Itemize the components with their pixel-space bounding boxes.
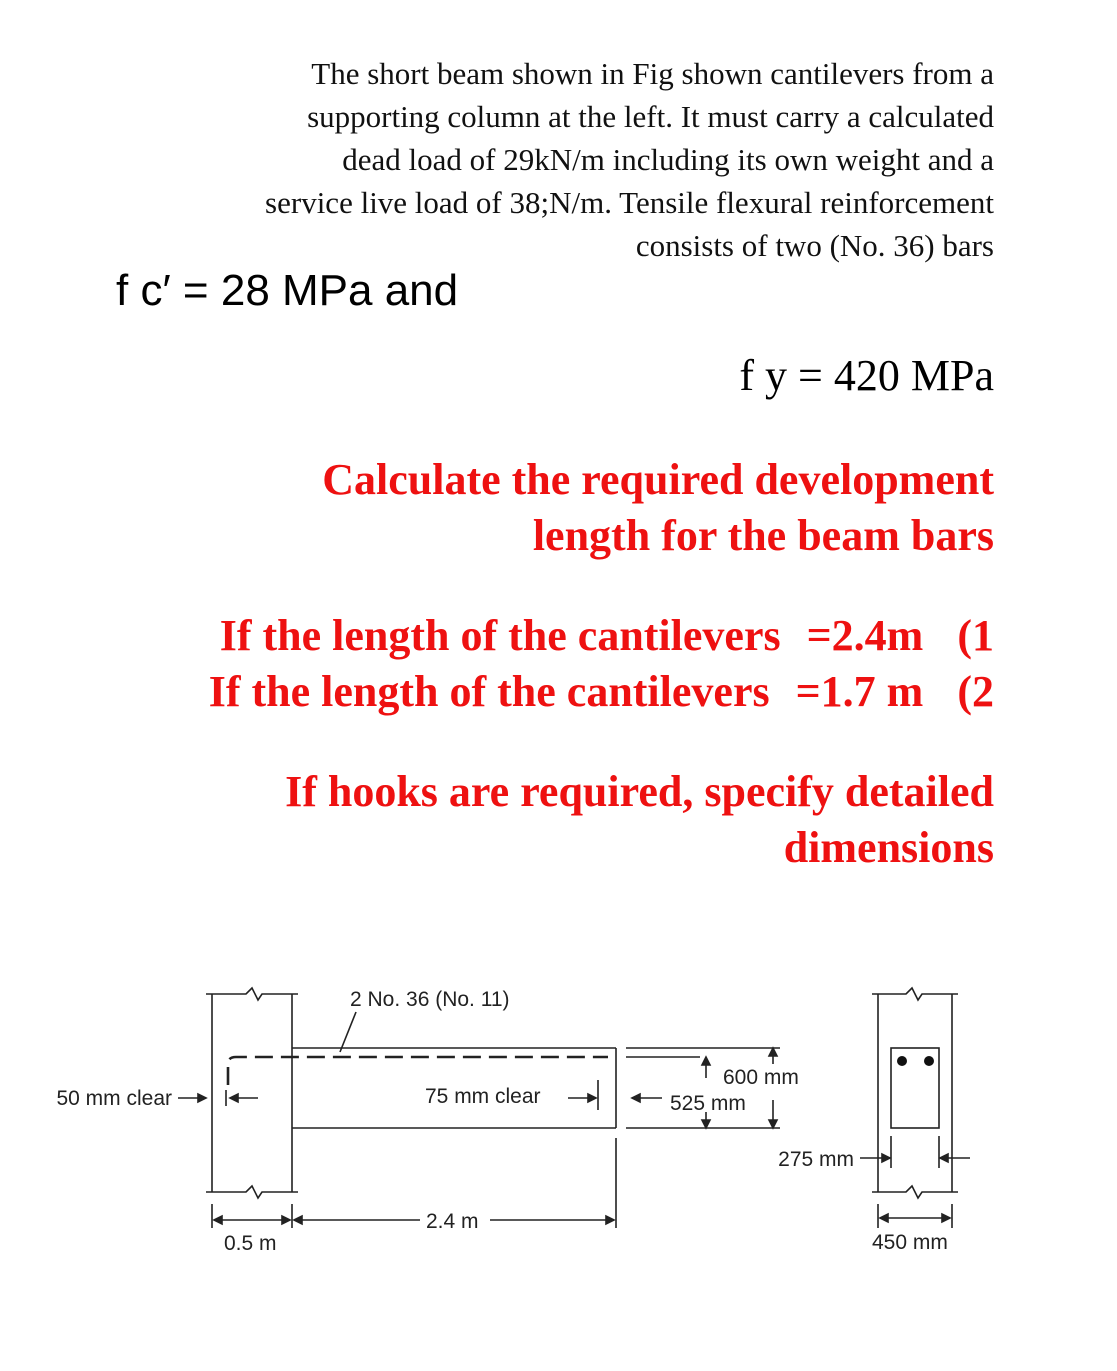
clear-50-dimension — [178, 1090, 258, 1106]
cantilever-cases — [209, 608, 994, 720]
question-line: length for the beam bars — [532, 511, 994, 560]
beam-figure — [0, 960, 1117, 1300]
question-line: If hooks are required, specify detailed — [285, 767, 994, 816]
case-number: (2 — [957, 667, 994, 716]
intro-line: consists of two (No. 36) bars — [635, 228, 994, 263]
reinforcing-bar — [228, 1057, 608, 1085]
question-line: Calculate the required development — [322, 455, 994, 504]
bars-label: 2 No. 36 (No. 11) — [350, 988, 510, 1011]
clear-75-label: 75 mm clear — [425, 1085, 541, 1108]
bar-dot — [897, 1056, 907, 1066]
depth-525-label: 525 mm — [670, 1092, 746, 1115]
case-row — [209, 664, 994, 720]
intro-line: dead load of 29kN/m including its own weight and a — [342, 142, 994, 177]
case-number: (1 — [957, 611, 994, 660]
question-line: dimensions — [783, 823, 994, 872]
question-development-length — [322, 452, 994, 564]
beam-cross-section — [872, 988, 958, 1198]
bottom-dimensions — [212, 1138, 616, 1228]
clear-50-label: 50 mm clear — [56, 1087, 172, 1110]
column-width-label: 0.5 m — [224, 1232, 277, 1255]
case-value: =1.7 m — [795, 667, 924, 716]
question-hooks — [285, 764, 994, 876]
bar-leader-line — [340, 1012, 356, 1052]
bar-dot — [924, 1056, 934, 1066]
intro-line: The short beam shown in Fig shown cantilevers from a — [311, 56, 994, 91]
width-450-label: 450 mm — [872, 1231, 948, 1254]
clear-75-dimension — [568, 1080, 662, 1110]
case-label: If the length of the cantilevers — [208, 667, 770, 716]
width-275-dimension — [860, 1136, 970, 1168]
width-275-label: 275 mm — [778, 1148, 854, 1171]
case-value: =2.4m — [806, 611, 924, 660]
intro-line: service live load of 38;N/m. Tensile flexural reinforcement — [265, 185, 994, 220]
steel-yield-strength: f y = 420 MPa — [739, 351, 994, 400]
intro-line: supporting column at the left. It must carry a calculated — [307, 99, 994, 134]
case-label: If the length of the cantilevers — [219, 611, 781, 660]
width-450-dimension — [878, 1204, 952, 1228]
problem-statement — [110, 52, 994, 267]
concrete-strength: f c′ = 28 MPa and — [116, 266, 459, 315]
case-row — [209, 608, 994, 664]
support-column — [206, 988, 298, 1198]
depth-600-label: 600 mm — [723, 1066, 799, 1089]
span-label: 2.4 m — [426, 1210, 479, 1233]
